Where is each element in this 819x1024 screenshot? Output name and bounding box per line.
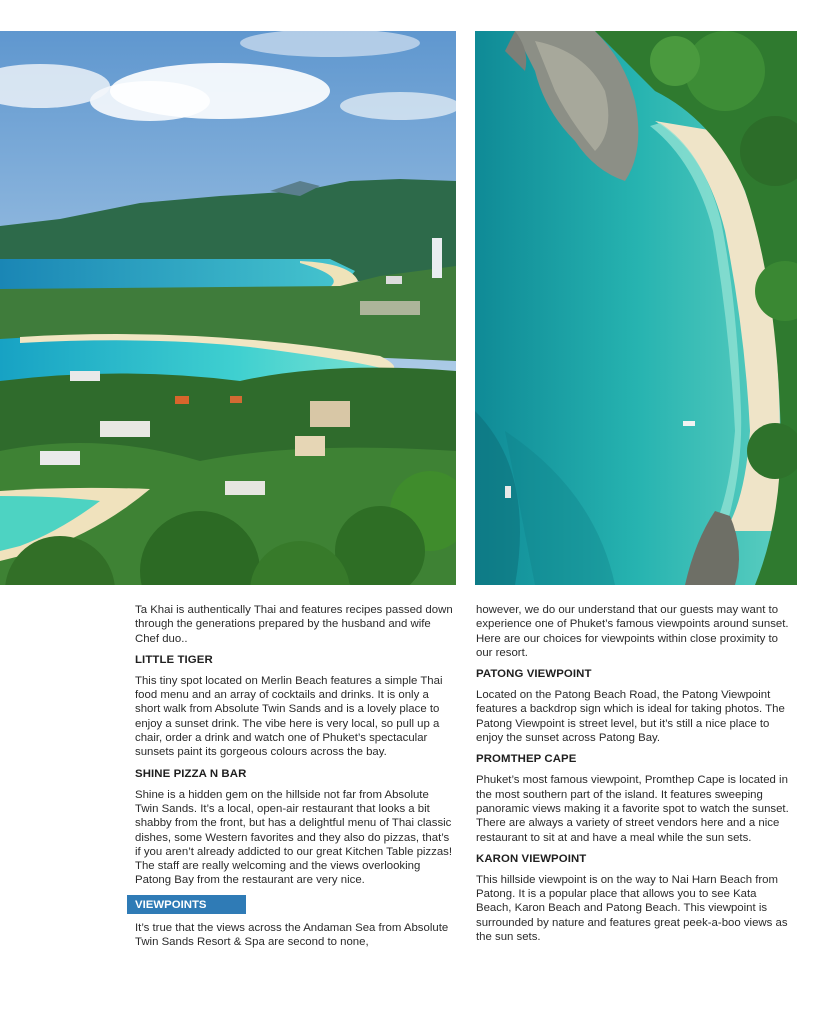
viewpoints-continuation-paragraph: however, we do our understand that our guests may want to experience one of Phuket’s famous viewpoints around sunset. Here are our choices for viewpoints within close proximity to our resort.	[476, 604, 789, 659]
left-text-column	[135, 603, 453, 956]
viewpoints-banner: VIEWPOINTS	[127, 895, 246, 914]
promthep-cape-paragraph: Phuket’s most famous viewpoint, Promthep Cape is located in the most southern part of the island. It features sweeping panoramic views making it a favorite spot to watch the sunset. There are always a variety of street vendors here and a nice restaurant to sit at and have a meal while the sun sets.	[476, 774, 789, 844]
karon-viewpoint-heading: KARON VIEWPOINT	[476, 852, 587, 865]
little-tiger-heading: LITTLE TIGER	[135, 653, 213, 666]
shine-pizza-paragraph: Shine is a hidden gem on the hillside not far from Absolute Twin Sands. It’s a local, open-air restaurant that looks a bit shabby from the front, but has a delightful menu of Thai classic dishes, some Western favorites and they also do pizzas, that’s if you aren’t already addicted to our great Kitchen Table pizzas! The staff are really welcoming and the views overlooking Patong Bay from the restaurant are very nice.	[135, 788, 453, 887]
viewpoints-intro-paragraph: It’s true that the views across the Andaman Sea from Absolute Twin Sands Resort & Spa are second to none,	[135, 921, 449, 949]
bay-landscape-photo	[0, 31, 456, 585]
patong-viewpoint-paragraph: Located on the Patong Beach Road, the Patong Viewpoint features a backdrop sign which is ideal for taking photos. The Patong Viewpoint is street level, but it’s still a nice place to enjoy the sunset across Patong Bay.	[476, 689, 785, 745]
beach-aerial-photo	[475, 31, 797, 585]
little-tiger-paragraph: This tiny spot located on Merlin Beach features a simple Thai food menu and an array of cocktails and drinks. It is only a short walk from Absolute Twin Sands and is a lovely place to enjoy a sunset drink. The vibe here is very local, so pull up a chair, order a drink and watch one of Phuket’s spectacular sunsets paint its gorgeous colours across the bay.	[135, 674, 443, 759]
shine-pizza-heading: SHINE PIZZA N BAR	[135, 767, 247, 780]
right-text-column	[476, 603, 794, 951]
karon-viewpoint-paragraph: This hillside viewpoint is on the way to Nai Harn Beach from Patong. It is a popular place that allows you to see Kata Beach, Karon Beach and Patong Beach. This viewpoint is surrounded by nature and features great peek-a-boo views as the sun sets.	[476, 873, 788, 944]
promthep-cape-heading: PROMTHEP CAPE	[476, 753, 577, 766]
patong-viewpoint-heading: PATONG VIEWPOINT	[476, 668, 592, 681]
ta-khai-paragraph: Ta Khai is authentically Thai and features recipes passed down through the generations prepared by the husband and wife Chef duo..	[135, 604, 453, 645]
